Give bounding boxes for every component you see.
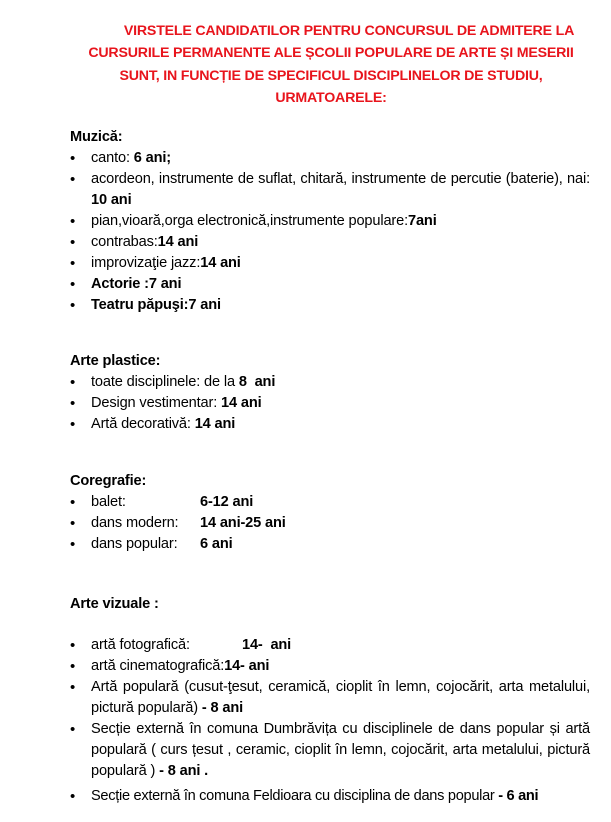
age-list xyxy=(70,492,590,555)
age-value: - 6 ani xyxy=(498,788,539,804)
discipline: acordeon, instrumente de suflat, chitară, instrumente de percutie (baterie), nai: xyxy=(91,171,590,187)
age-value: 6-12 ani xyxy=(200,494,254,510)
discipline: artă cinematografică: xyxy=(91,658,225,674)
list-item xyxy=(70,656,590,677)
list-item xyxy=(70,232,590,253)
discipline: artă fotografică: xyxy=(91,637,190,653)
age-value: - 8 ani . xyxy=(159,763,209,779)
age-value: 14 ani xyxy=(221,395,262,411)
age-value: Teatru păpuşi:7 ani xyxy=(91,297,221,313)
section-muzica xyxy=(70,127,590,316)
discipline: dans popular: xyxy=(91,536,178,552)
title-line-3: SUNT, IN FUNCȚIE DE SPECIFICUL DISCIPLINELOR DE STUDIU, xyxy=(119,67,543,84)
list-item xyxy=(70,534,590,555)
title-line-4: URMATOARELE: xyxy=(275,89,387,106)
list-item xyxy=(70,372,590,393)
age-list xyxy=(70,372,590,435)
list-item xyxy=(70,274,590,295)
discipline: Artă populară (cusut-ţesut, ceramică, cioplit în lemn, cojocărit, arta metalului, pictură populară) xyxy=(91,679,590,716)
title-line-2: CURSURILE PERMANENTE ALE ȘCOLII POPULARE DE ARTE ȘI MESERII xyxy=(88,45,574,62)
section-heading: Muzică: xyxy=(70,129,123,145)
age-value: 6 ani; xyxy=(133,150,171,166)
age-value: 8 ani xyxy=(238,374,276,390)
age-value: 14- ani xyxy=(242,637,292,653)
age-list xyxy=(70,148,590,316)
list-item xyxy=(70,295,590,316)
age-value: 14 ani xyxy=(194,416,236,432)
discipline: dans modern: xyxy=(91,515,179,531)
age-value: 14- ani xyxy=(224,658,270,674)
discipline: balet: xyxy=(91,494,126,510)
list-item xyxy=(70,635,590,656)
section-heading: Arte plastice: xyxy=(70,353,161,369)
discipline: contrabas: xyxy=(91,234,158,250)
list-item xyxy=(70,253,590,274)
age-value: 14 ani xyxy=(200,255,241,271)
document-title xyxy=(66,20,596,109)
age-value: 10 ani xyxy=(91,192,132,208)
age-value: 14 ani xyxy=(157,234,199,250)
list-item xyxy=(70,211,590,232)
list-item xyxy=(70,786,590,807)
title-line-1: VIRSTELE CANDIDATILOR PENTRU CONCURSUL DE ADMITERE LA xyxy=(123,23,575,39)
age-list xyxy=(70,635,590,807)
discipline: pian,vioară,orga electronică,instrumente populare: xyxy=(91,213,408,229)
list-item xyxy=(70,393,590,414)
section-arte-plastice xyxy=(70,351,590,435)
discipline: Secție externă în comuna Feldioara cu disciplina de dans popular xyxy=(91,788,499,804)
age-value: 6 ani xyxy=(200,536,233,552)
age-value: 14 ani-25 ani xyxy=(200,515,286,531)
section-heading: Arte vizuale : xyxy=(70,596,159,612)
discipline: canto: xyxy=(91,150,134,166)
discipline: Secție externă în comuna Dumbrăvița cu disciplinele de dans popular și artă populară ( curs țesut , ceramic, cioplit în lemn, cojocărit, arta metalului, pictură populară ) xyxy=(91,721,590,779)
list-item xyxy=(70,414,590,435)
list-item xyxy=(70,169,590,211)
list-item xyxy=(70,492,590,513)
section-arte-vizuale xyxy=(70,594,590,807)
list-item xyxy=(70,513,590,534)
discipline: toate disciplinele: de la xyxy=(91,374,239,390)
discipline: Design vestimentar: xyxy=(91,395,222,411)
list-item xyxy=(70,677,590,719)
discipline: improvizaţie jazz: xyxy=(91,255,201,271)
age-value: Actorie :7 ani xyxy=(91,276,182,292)
list-item xyxy=(70,719,590,782)
list-item xyxy=(70,148,590,169)
section-coregrafie xyxy=(70,471,590,555)
age-value: 7ani xyxy=(408,213,437,229)
age-value: - 8 ani xyxy=(201,700,243,716)
discipline: Artă decorativă: xyxy=(91,416,195,432)
section-heading: Coregrafie: xyxy=(70,473,147,489)
